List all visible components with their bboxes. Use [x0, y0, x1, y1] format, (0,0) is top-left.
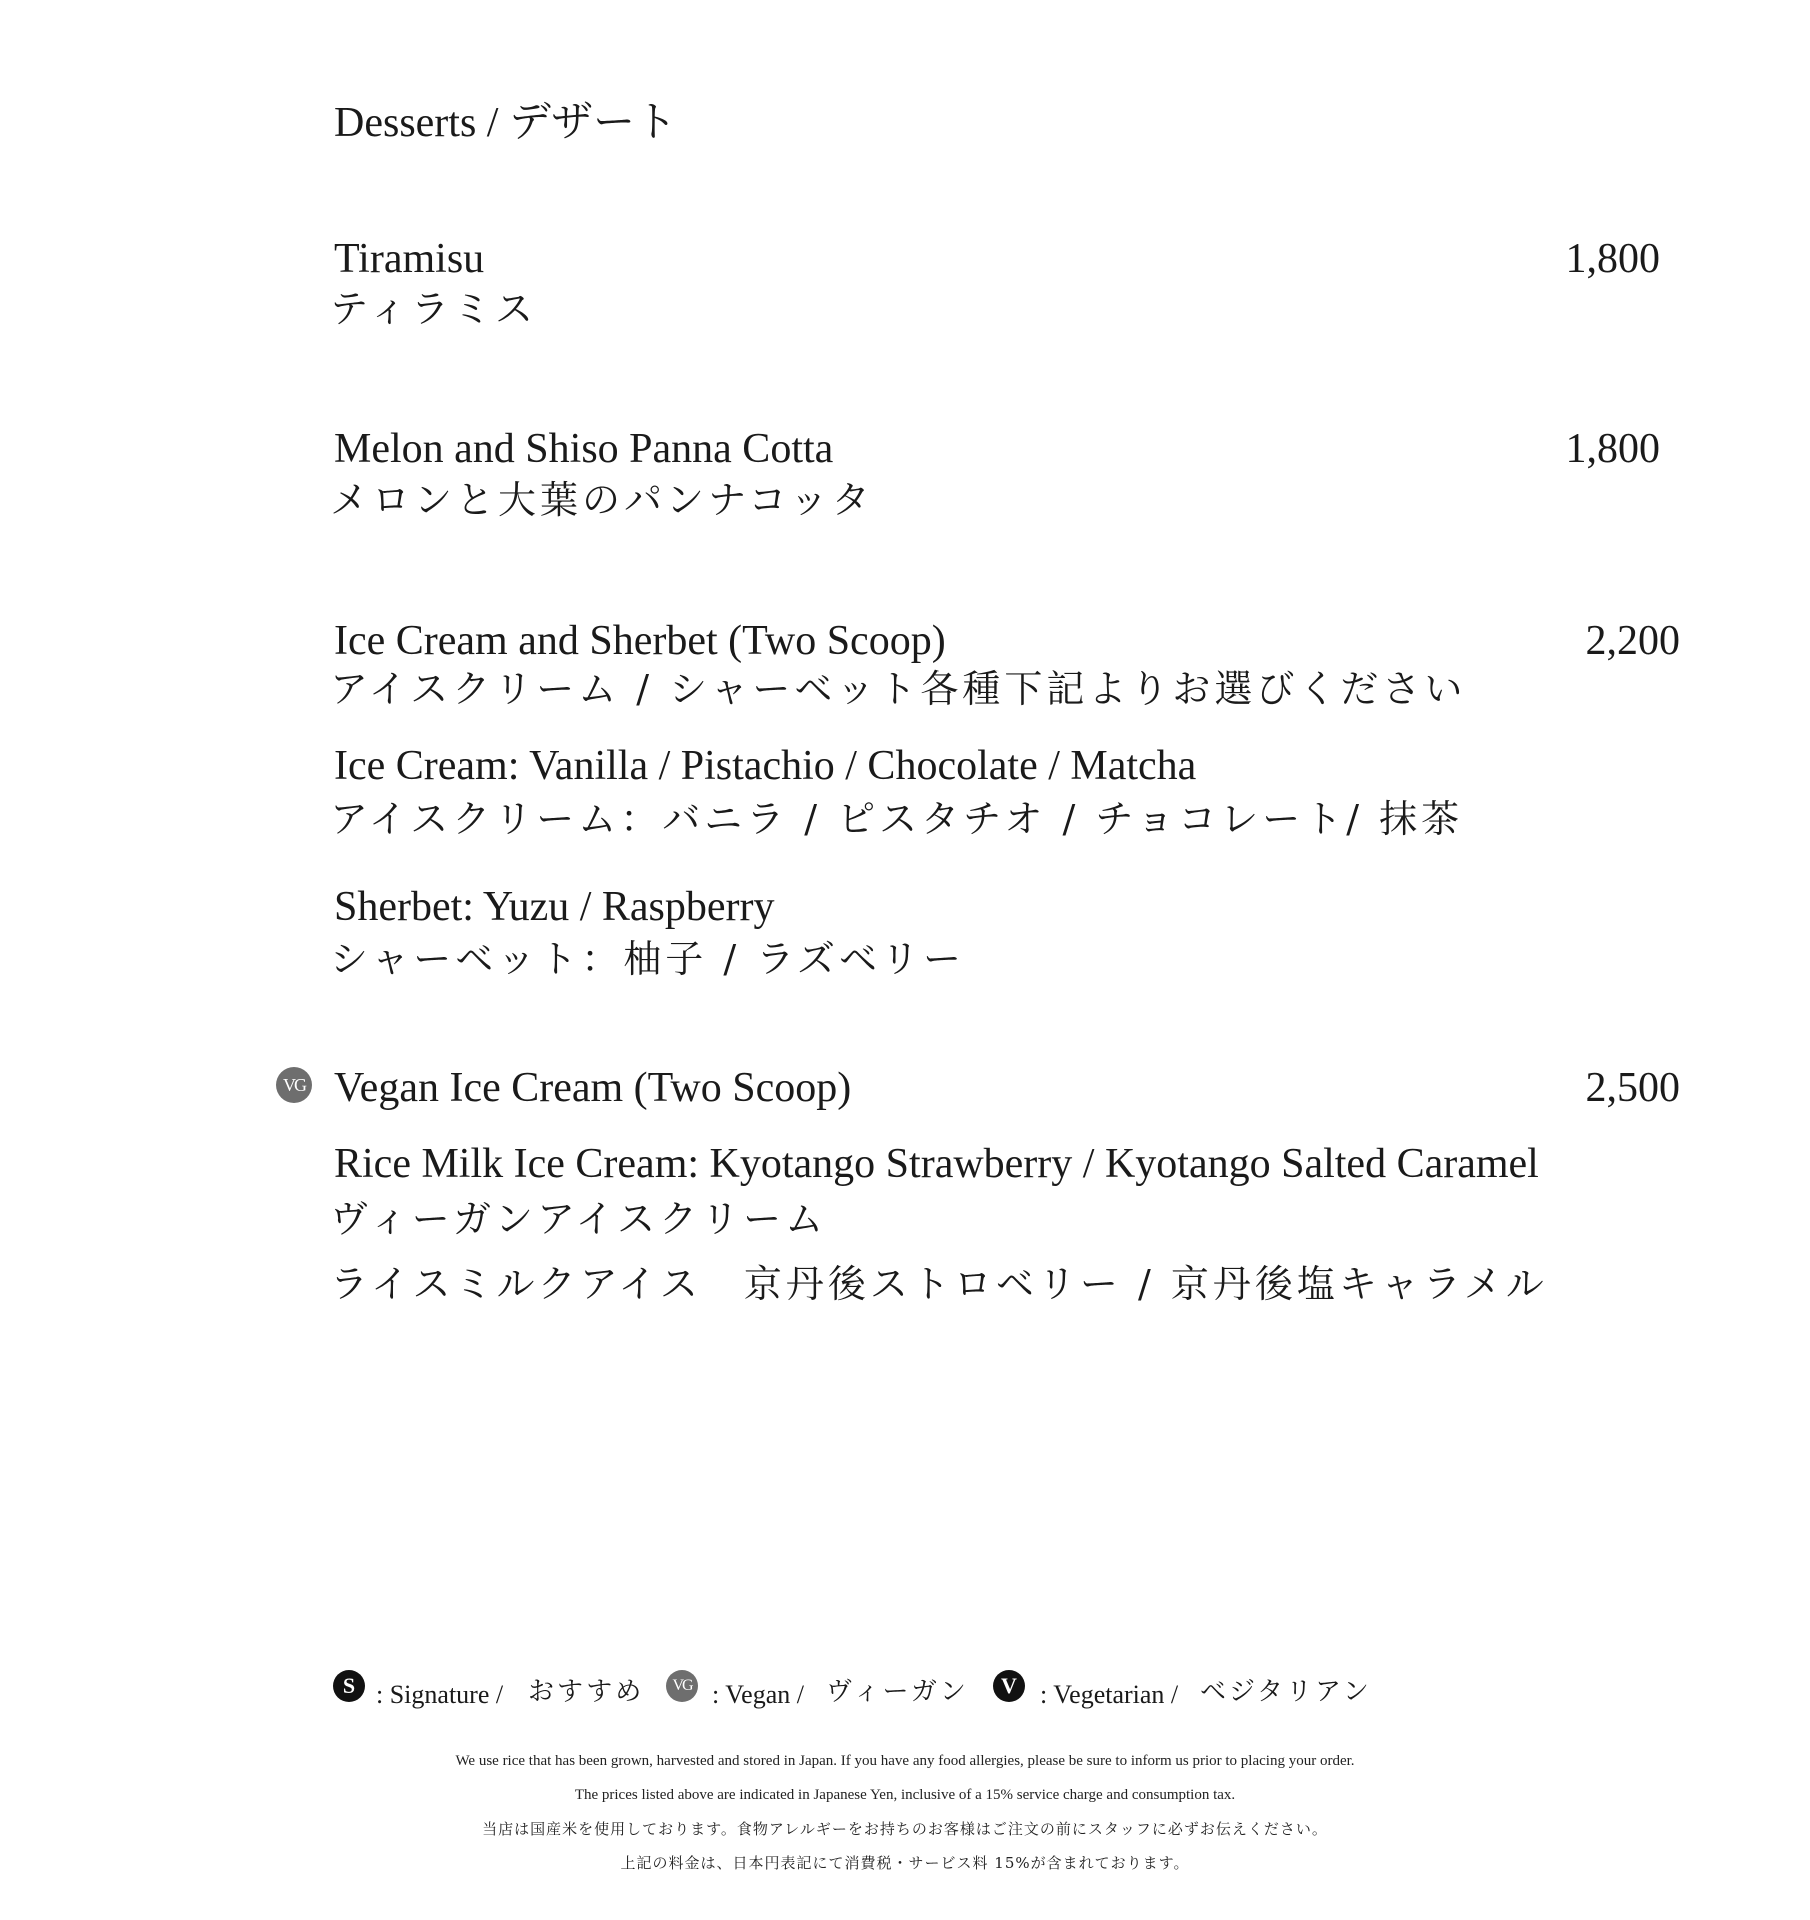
vegan-icon: VG [666, 1670, 698, 1702]
legend-vegan-label: : Vegan / [712, 1680, 804, 1709]
item-price: 1,800 [1565, 236, 1660, 282]
note-prices-jp: 上記の料金は、日本円表記にて消費税・サービス料 15%が含まれております。 [620, 1854, 1190, 1872]
note-rice-allergy-jp: 当店は国産米を使用しております。食物アレルギーをお持ちのお客様はご注文の前にスタッフに必ずお伝えください。 [482, 1820, 1328, 1838]
option-sherbet-jp: シャーベット：柚子 / ラズベリー [330, 937, 966, 981]
item-desc-en: Rice Milk Ice Cream: Kyotango Strawberry / Kyotango Salted Caramel [334, 1141, 1539, 1187]
item-price: 1,800 [1565, 426, 1660, 472]
note-prices-en: The prices listed above are indicated in Japanese Yen, inclusive of a 15% service charge and consumption tax. [574, 1787, 1236, 1803]
option-sherbet-en: Sherbet: Yuzu / Raspberry [334, 884, 775, 930]
legend-vegetarian-jp: ベジタリアン [1200, 1677, 1372, 1707]
item-name-jp: ヴィーガンアイスクリーム [330, 1197, 828, 1241]
option-ice-cream-en: Ice Cream: Vanilla / Pistachio / Chocolate / Matcha [334, 743, 1197, 789]
signature-icon: S [333, 1670, 365, 1702]
item-name-en: Tiramisu [334, 236, 485, 282]
legend-vegan-jp: ヴィーガン [826, 1677, 969, 1707]
item-name-en: Ice Cream and Sherbet (Two Scoop) [334, 618, 946, 664]
vegetarian-icon: V [993, 1670, 1025, 1702]
item-price: 2,500 [1585, 1065, 1680, 1111]
legend-signature-jp: おすすめ [528, 1677, 645, 1707]
item-name-jp: アイスクリーム / シャーベット各種下記よりお選びください [330, 667, 1467, 711]
item-name-jp: ティラミス [330, 287, 537, 331]
vegan-icon: VG [276, 1067, 312, 1103]
item-name-en: Melon and Shiso Panna Cotta [334, 426, 834, 472]
legend-vegetarian-label: : Vegetarian / [1040, 1680, 1179, 1709]
legend-signature-label: : Signature / [376, 1680, 504, 1709]
option-ice-cream-jp: アイスクリーム：バニラ / ピスタチオ / チョコレート/ 抹茶 [330, 797, 1464, 841]
section-title: Desserts / デザート [334, 100, 677, 146]
item-price: 2,200 [1585, 618, 1680, 664]
item-desc-jp: ライスミルクアイス 京丹後ストロベリー / 京丹後塩キャラメル [330, 1262, 1548, 1306]
note-rice-allergy-en: We use rice that has been grown, harvested and stored in Japan. If you have any food allergies, please be sure to inform us prior to placing your order. [455, 1753, 1355, 1769]
item-name-en: Vegan Ice Cream (Two Scoop) [334, 1065, 852, 1111]
item-name-jp: メロンと大葉のパンナコッタ [330, 478, 874, 522]
